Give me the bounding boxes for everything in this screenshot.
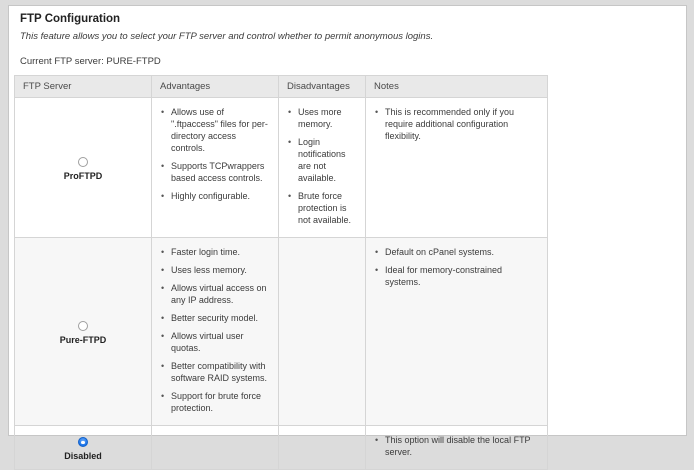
notes-cell-disabled bbox=[366, 426, 548, 470]
ftp-server-radio-pure-ftpd[interactable] bbox=[78, 321, 88, 331]
disadvantages-cell-proftpd bbox=[279, 98, 366, 238]
list-item: • Allows virtual user quotas. bbox=[159, 330, 271, 354]
advantages-cell-pure-ftpd bbox=[152, 238, 279, 426]
list-item: • Ideal for memory-constrained systems. bbox=[373, 264, 540, 288]
notes-cell-proftpd bbox=[366, 98, 548, 238]
list-item: • Highly configurable. bbox=[159, 190, 271, 202]
disadvantages-cell-pure-ftpd bbox=[279, 238, 366, 426]
server-option-disabled bbox=[64, 437, 102, 461]
advantages-cell-disabled bbox=[152, 426, 279, 470]
list-item: • Allows use of ".ftpaccess" files for per-directory access controls. bbox=[159, 106, 271, 154]
list-item: • Brute force protection is not available. bbox=[286, 190, 358, 226]
page-description: This feature allows you to select your FTP server and control whether to permit anonymous logins. bbox=[20, 31, 434, 42]
ftp-server-label-proftpd: ProFTPD bbox=[63, 171, 103, 181]
proftpd-notes-list bbox=[373, 106, 540, 142]
ftp-server-label-disabled: Disabled bbox=[64, 451, 102, 461]
table-row-disabled bbox=[15, 426, 548, 470]
ftp-server-label-pure-ftpd: Pure-FTPD bbox=[59, 335, 107, 345]
server-cell-pure-ftpd bbox=[15, 238, 152, 426]
table-row-proftpd bbox=[15, 98, 548, 238]
ftp-configuration-panel bbox=[8, 5, 687, 461]
list-item: • Faster login time. bbox=[159, 246, 271, 258]
server-cell-proftpd bbox=[15, 98, 152, 238]
current-ftp-server-text: Current FTP server: PURE-FTPD bbox=[20, 56, 161, 67]
list-item: • This is recommended only if you require additional configuration flexibility. bbox=[373, 106, 540, 142]
pure-ftpd-advantages-list bbox=[159, 246, 271, 414]
list-item: • Login notifications are not available. bbox=[286, 136, 358, 184]
list-item: • Uses more memory. bbox=[286, 106, 358, 130]
column-header-ftp-server: FTP Server bbox=[15, 76, 152, 98]
list-item: • Better compatibility with software RAID systems. bbox=[159, 360, 271, 384]
server-option-pure-ftpd bbox=[60, 321, 107, 345]
column-header-notes: Notes bbox=[366, 76, 548, 98]
table-header-row bbox=[15, 76, 548, 98]
list-item: • Supports TCPwrappers based access controls. bbox=[159, 160, 271, 184]
disadvantages-cell-disabled bbox=[279, 426, 366, 470]
proftpd-advantages-list bbox=[159, 106, 271, 202]
ftp-server-radio-proftpd[interactable] bbox=[78, 157, 88, 167]
list-item: • Better security model. bbox=[159, 312, 271, 324]
table-row-pure-ftpd bbox=[15, 238, 548, 426]
server-cell-disabled bbox=[15, 426, 152, 470]
notes-cell-pure-ftpd bbox=[366, 238, 548, 426]
list-item: • Allows virtual access on any IP address. bbox=[159, 282, 271, 306]
advantages-cell-proftpd bbox=[152, 98, 279, 238]
page-title: FTP Configuration bbox=[20, 13, 121, 25]
column-header-disadvantages: Disadvantages bbox=[279, 76, 366, 98]
list-item: • Default on cPanel systems. bbox=[373, 246, 540, 258]
list-item: • This option will disable the local FTP server. bbox=[373, 434, 540, 458]
column-header-advantages: Advantages bbox=[152, 76, 279, 98]
server-option-proftpd bbox=[64, 157, 103, 181]
list-item: • Uses less memory. bbox=[159, 264, 271, 276]
proftpd-disadvantages-list bbox=[286, 106, 358, 226]
disabled-notes-list bbox=[373, 434, 540, 458]
ftp-server-table bbox=[14, 75, 548, 470]
ftp-server-radio-disabled[interactable] bbox=[78, 437, 88, 447]
list-item: • Support for brute force protection. bbox=[159, 390, 271, 414]
pure-ftpd-notes-list bbox=[373, 246, 540, 288]
